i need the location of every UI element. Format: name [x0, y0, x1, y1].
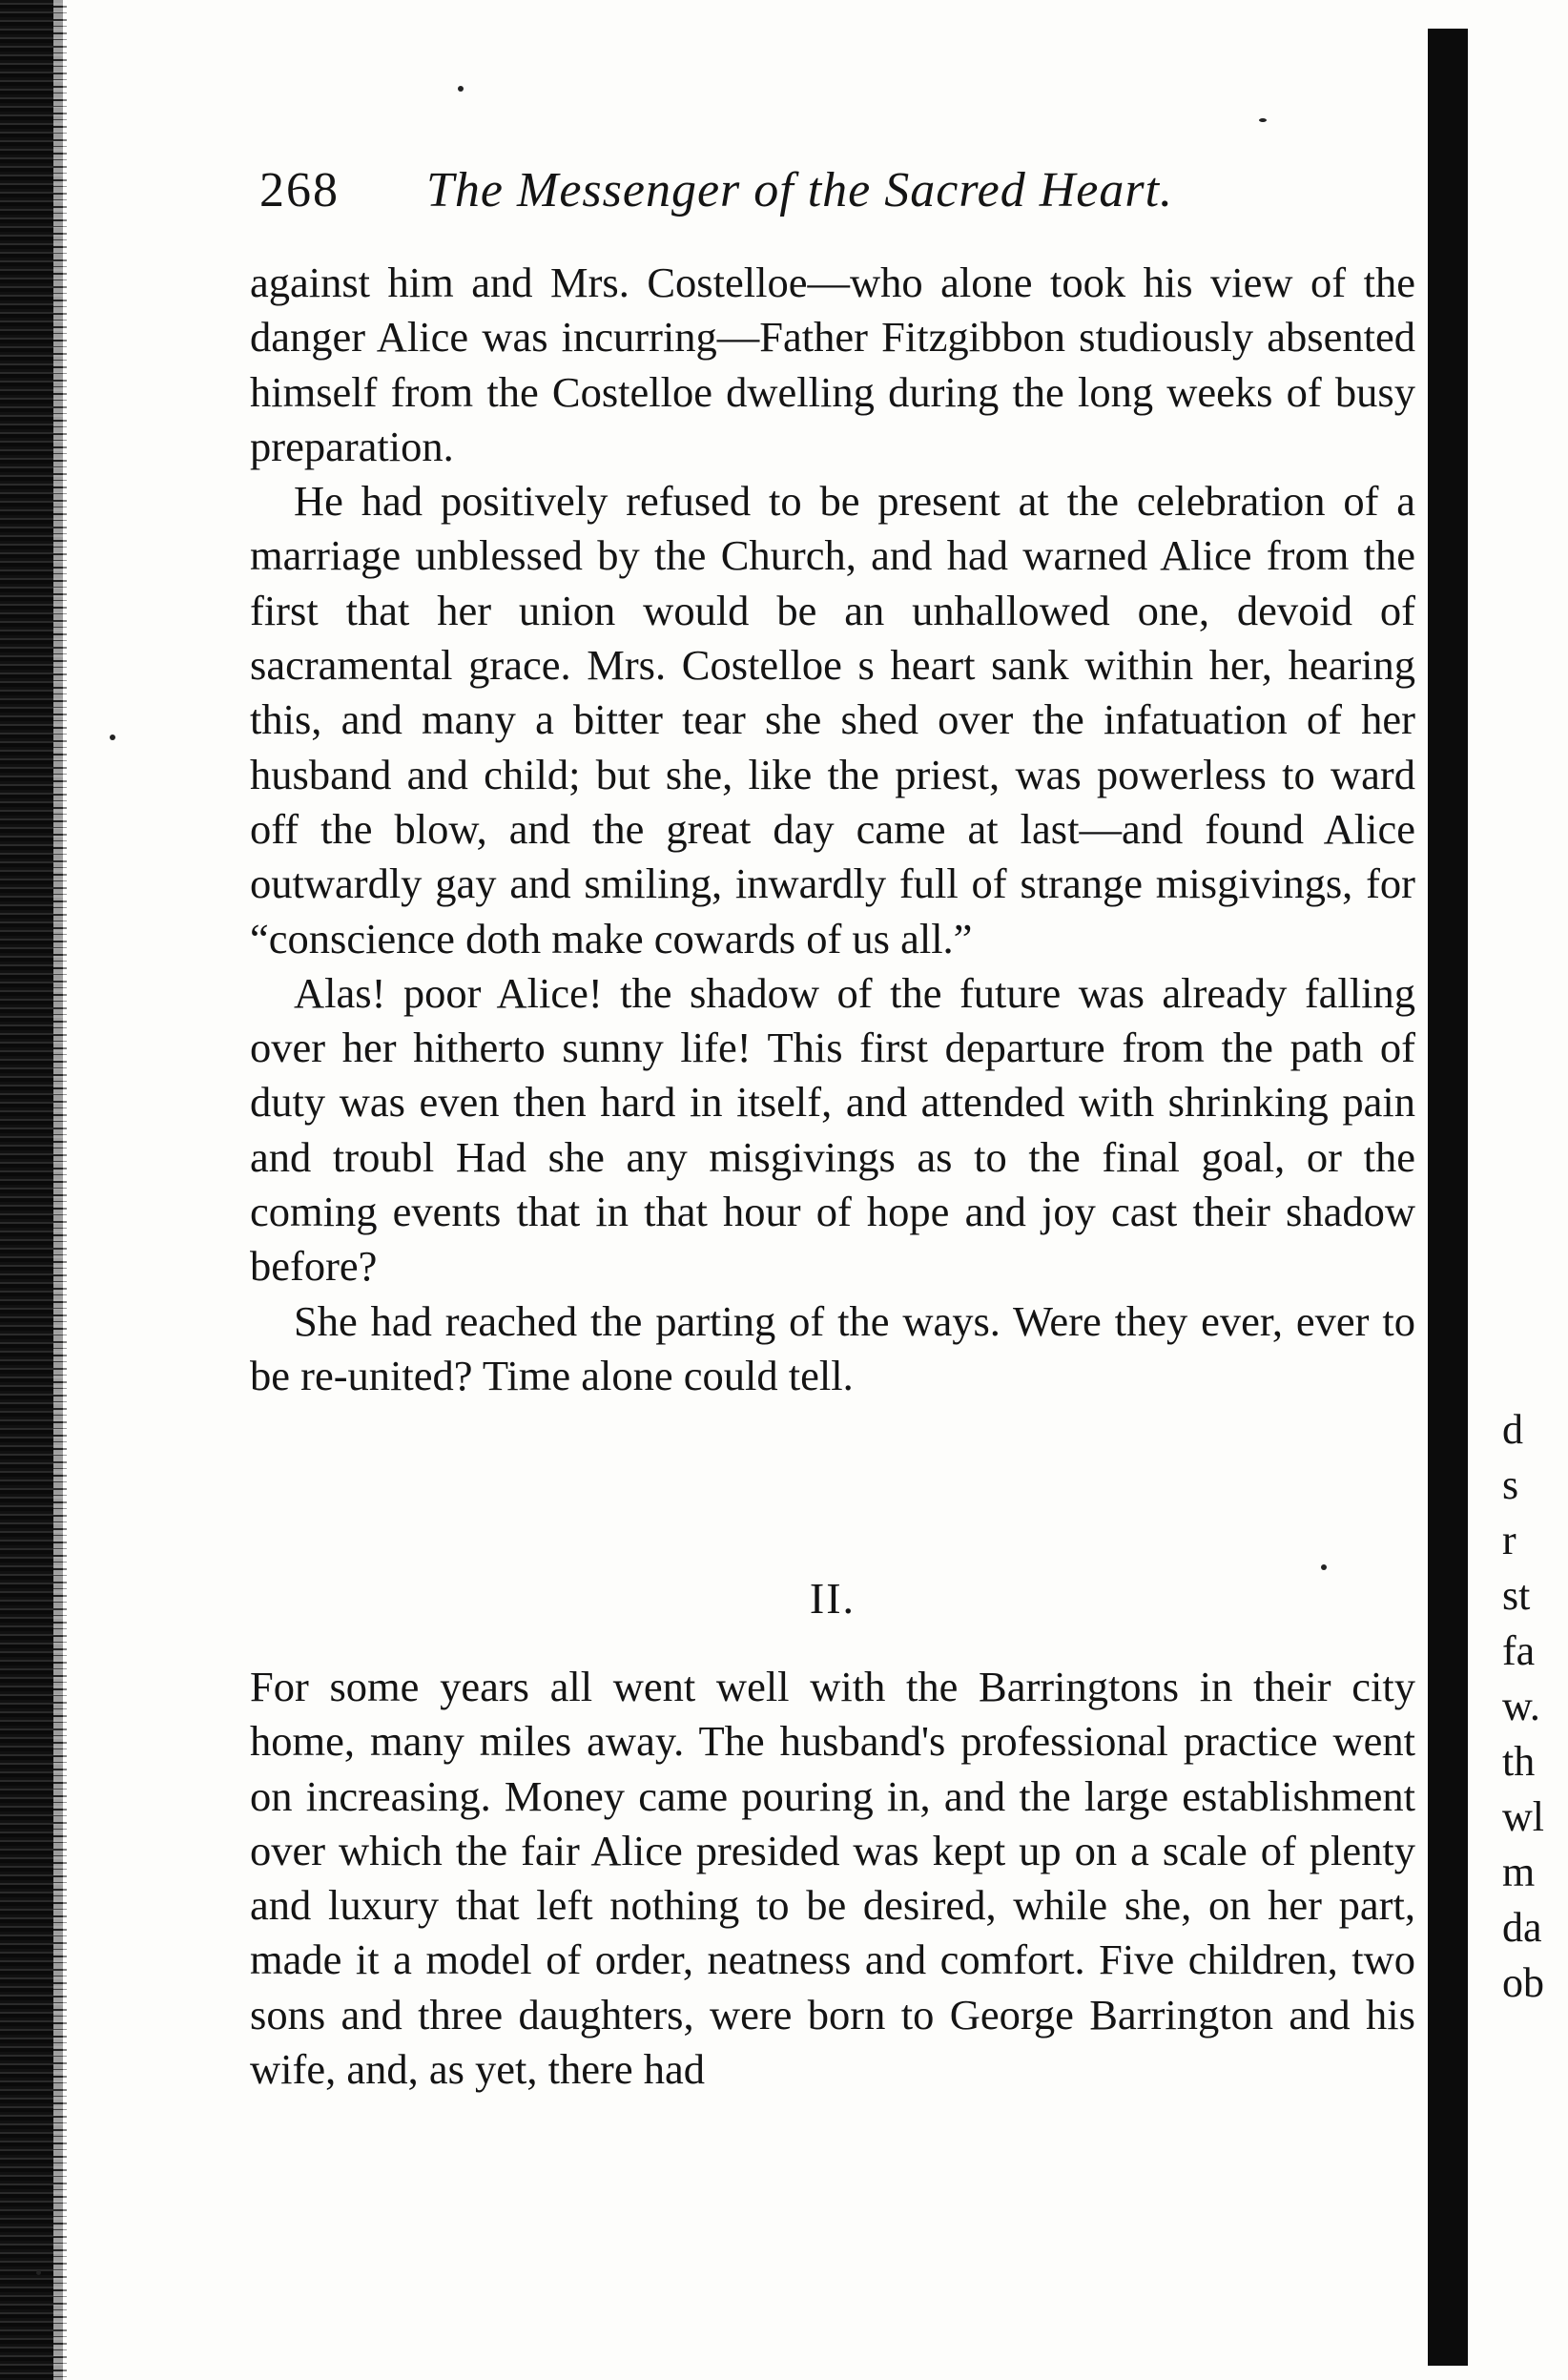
facing-fragment: w.	[1502, 1683, 1540, 1729]
paragraph: against him and Mrs. Costelloe—who alone took his view of the danger Alice was incurring—Father Fitzgibbon studiously absented himself from the Costelloe dwelling during the long weeks of busy preparation.	[250, 259, 1415, 470]
paragraph: She had reached the parting of the ways. Were they ever, ever to be re-united? Time alone could tell.	[250, 1296, 1415, 1399]
running-title: The Messenger of the Sacred Heart.	[426, 163, 1174, 217]
left-page-edge	[53, 0, 67, 2380]
body-text	[250, 256, 1415, 1403]
facing-fragment: m	[1502, 1849, 1536, 1895]
facing-fragment: d	[1502, 1406, 1523, 1453]
book-spine	[1428, 29, 1468, 2366]
scan-speck	[1259, 118, 1267, 122]
facing-fragment: wl	[1502, 1793, 1544, 1840]
scan-speck	[36, 2270, 41, 2275]
scan-speck	[110, 735, 115, 740]
facing-fragment: st	[1502, 1572, 1531, 1619]
running-header	[259, 160, 1404, 221]
scan-speck	[1321, 1564, 1327, 1570]
facing-page-edge	[1468, 0, 1568, 2380]
facing-fragment: ob	[1502, 1959, 1544, 2006]
facing-fragment: s	[1502, 1461, 1519, 1508]
paragraph: For some years all went well with the Barringtons in their city home, many miles away. The husband's professional practice went on increasing. Money came pouring in, and the large establishment over which the fair Alice presided was kept up on a scale of plenty and luxury that left nothing to be desired, while she, on her part, made it a model of order, neatness and comfort. Five children, two sons and three daughters, were born to George Barrington and his wife, and, as yet, there had	[250, 1663, 1415, 2094]
section-body-text	[250, 1660, 1415, 2097]
facing-page-text-fragments	[1502, 1402, 1559, 2011]
paragraph: He had positively refused to be present at the celebration of a marriage unblessed by the Church, and had warned Alice from the first that her union would be an unhallowed one, devoid of sacramental grace. Mrs. Costelloe s heart sank within her, hearing this, and many a bitter tear she shed over the infatuation of her husband and child; but she, like the priest, was powerless to ward off the blow, and the great day came at last—and found Alice outwardly gay and smiling, inwardly full of strange misgivings, for “conscience doth make cowards of us all.”	[250, 477, 1415, 962]
facing-fragment: r	[1502, 1517, 1516, 1563]
facing-fragment: fa	[1502, 1627, 1536, 1674]
facing-fragment: da	[1502, 1904, 1542, 1951]
paragraph: Alas! poor Alice! the shadow of the future was already falling over her hitherto sunny life! This first departure from the path of duty was even then hard in itself, and attended with shrinking pain and troubl Had she any misgivings as to the final goal, or the coming events that in that hour of hope and joy cast their shadow before?	[250, 968, 1415, 1291]
section-heading: II.	[809, 1574, 856, 1623]
scan-speck	[458, 86, 464, 92]
page-number: 268	[259, 163, 340, 217]
facing-fragment: th	[1502, 1738, 1536, 1785]
